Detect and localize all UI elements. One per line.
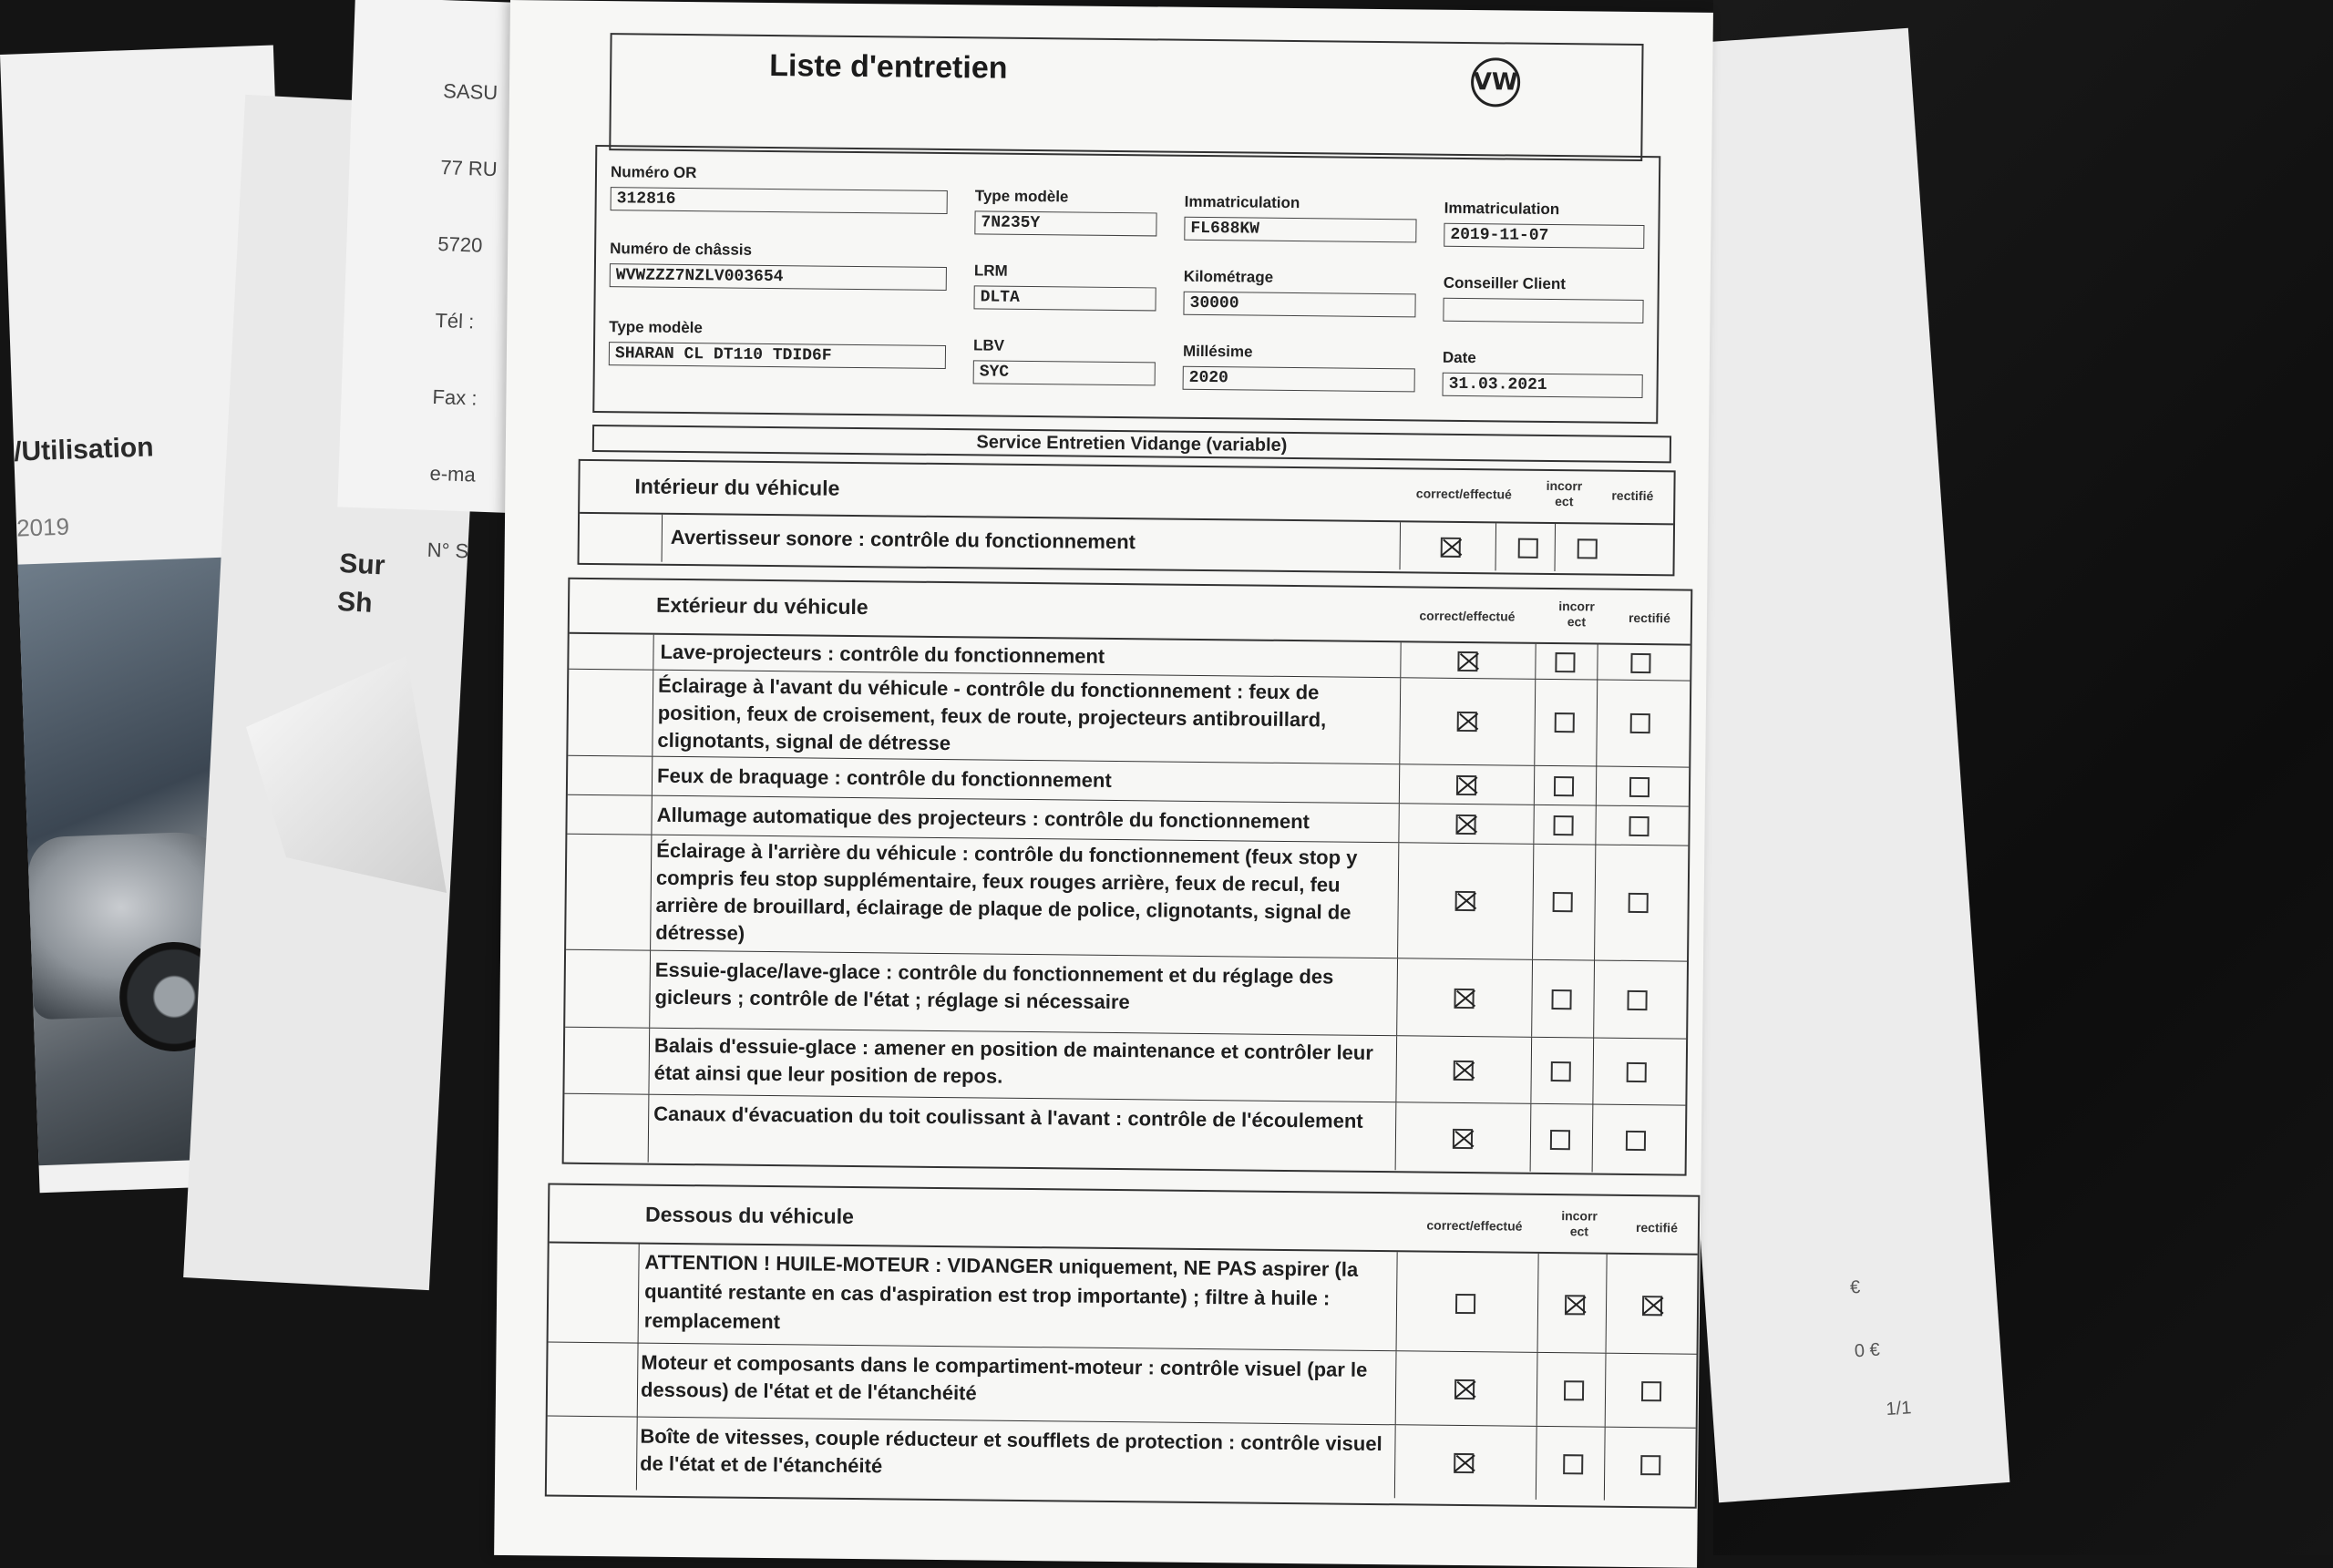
field-date [1443,349,1644,398]
checkbox-rectified[interactable] [1626,1131,1646,1151]
field-type-modele [974,187,1157,236]
field-conseiller-client [1443,274,1644,323]
checkbox-correct[interactable] [1455,891,1475,911]
service-title: Service Entretien Vidange (variable) [592,425,1671,463]
field-label: LBV [972,336,1005,354]
row-text: Éclairage à l'avant du véhicule - contrôle du fonctionnement : feux de position, feux de croisement, feux de route, projecteurs antibrouillard, clignotants, signal de détresse [657,673,1327,755]
divider [638,1245,640,1343]
divider [1536,1427,1537,1500]
invoice-line: 5720 [437,232,483,257]
field-lbv [973,336,1156,385]
field-value: FL688KW [1184,217,1416,243]
divider [1592,1105,1594,1173]
field-label: Conseiller Client [1443,273,1567,293]
divider [648,1029,650,1094]
receipt-amounts [1848,1255,1883,1384]
checkbox-correct[interactable] [1454,1379,1475,1399]
divider [637,1344,639,1417]
field-label: Numéro de châssis [610,240,753,259]
checkbox-incorrect[interactable] [1551,1061,1571,1081]
checkbox-incorrect[interactable] [1563,1454,1583,1474]
divider [662,515,663,562]
row-text: Avertisseur sonore : contrôle du fonctionnement [670,525,1136,554]
page-title: Liste d'entretien [769,47,1008,86]
checkbox-rectified[interactable] [1627,1062,1647,1082]
checkbox-incorrect[interactable] [1553,892,1573,912]
checkbox-incorrect[interactable] [1553,815,1573,835]
field-value: 2019-11-07 [1444,223,1644,249]
field-value: WVWZZZ7NZLV003654 [610,263,947,291]
field-immatriculation [1184,193,1417,243]
checkbox-correct[interactable] [1453,1129,1473,1149]
invoice-line: SASU [442,79,498,105]
row-text: Essuie-glace/lave-glace : contrôle du fonctionnement et du réglage des gicleurs ; contrôle de l'état ; réglage si nécessaire [654,958,1334,1014]
col-header-correct: correct/effectué [1426,1217,1523,1234]
invoice-line: 77 RU [439,156,498,181]
divider [1495,523,1497,570]
checklist-row [565,950,1687,1040]
row-text: Éclairage à l'arrière du véhicule : contrôle du fonctionnement (feux stop y compris feu stop supplémentaire, feux rouges arrière, feux de recul, feu arrière de brouillard, éclairage de plaque de police, clignotants, signal de détresse) [655,838,1358,945]
checklist-row [566,835,1688,962]
field-chassis [610,240,948,291]
invoice-header [425,27,502,616]
divider [648,1095,650,1163]
divider [1398,804,1399,842]
checkbox-rectified[interactable] [1630,653,1650,673]
divider [1395,1351,1397,1424]
checkbox-incorrect[interactable] [1555,712,1575,733]
divider [1397,843,1399,958]
col-header-correct: correct/effectué [1419,608,1516,624]
field-label: Immatriculation [1184,192,1300,212]
booklet2-line: Sur [338,548,386,581]
checkbox-rectified[interactable] [1629,893,1649,913]
divider [636,1418,638,1491]
divider [1394,1425,1396,1498]
checkbox-correct[interactable] [1454,1453,1474,1473]
checklist-row [564,1028,1686,1106]
section-dessous [545,1184,1701,1509]
row-text: Boîte de vitesses, couple réducteur et soufflets de protection : contrôle visuel de l'état et de l'étanchéité [640,1424,1382,1478]
divider [1606,1255,1608,1353]
checkbox-rectified[interactable] [1630,713,1650,733]
invoice-line: e-ma [429,461,477,487]
field-immatriculation-date [1444,200,1645,249]
checklist-row [564,1094,1686,1173]
section-interieur [578,459,1676,577]
divider [1597,645,1598,680]
col-header-correct: correct/effectué [1415,486,1512,502]
field-lrm [973,261,1156,311]
divider [1396,1252,1398,1350]
checkbox-correct[interactable] [1457,651,1477,671]
field-label: Date [1442,348,1476,367]
field-label: LRM [973,261,1008,280]
row-text: Canaux d'évacuation du toit coulissant à l'avant : contrôle de l'écoulement [653,1102,1363,1132]
divider [1533,805,1534,844]
page-number: 1/1 [1885,1398,1913,1420]
divider [1596,681,1598,766]
checkbox-correct[interactable] [1455,815,1475,835]
col-header-incorrect: incorr ect [1561,1208,1598,1239]
row-text: Balais d'essuie-glace : amener en position de maintenance et contrôler leur état ainsi que leur position de repos. [653,1033,1374,1088]
field-value: DLTA [973,285,1156,311]
booklet-year: 2019 [15,512,70,542]
invoice-line: N° S [427,538,469,563]
divider [1592,1039,1594,1104]
checkbox-correct[interactable] [1455,1294,1475,1314]
divider [650,835,652,950]
divider [1395,1036,1397,1102]
row-text: Feux de braquage : contrôle du fonctionnement [656,764,1112,792]
checkbox-rectified[interactable] [1629,777,1650,797]
divider [1399,678,1401,764]
divider [1604,1428,1606,1501]
checkbox-incorrect[interactable] [1518,538,1538,559]
checkbox-correct[interactable] [1454,989,1474,1009]
checkbox-incorrect[interactable] [1555,652,1575,672]
checkbox-correct[interactable] [1457,712,1477,732]
checklist-row [547,1417,1696,1501]
checkbox-rectified[interactable] [1578,538,1598,559]
field-label: Type modèle [609,318,704,337]
field-value: 2020 [1183,366,1415,393]
checkbox-correct[interactable] [1454,1061,1474,1081]
checkbox-correct[interactable] [1456,775,1476,795]
col-header-rectified: rectifié [1611,487,1654,504]
divider [1395,1102,1397,1170]
divider [652,757,653,795]
receipt-mark: € [1849,1276,1861,1298]
checkbox-incorrect[interactable] [1551,989,1571,1009]
checkbox-rectified[interactable] [1629,816,1649,836]
service-booklet-text [336,545,385,624]
divider [1530,1104,1532,1172]
checkbox-incorrect[interactable] [1554,776,1574,796]
divider [1531,960,1533,1037]
invoice-line: Fax : [432,384,478,410]
divider [651,796,652,835]
vw-logo-icon: VW [1471,57,1521,108]
row-text: ATTENTION ! HUILE-MOTEUR : VIDANGER uniquement, NE PAS aspirer (la quantité restante en cas d'aspiration est trop importante) ; filtre à huile : remplacement [643,1250,1359,1334]
divider [1530,1038,1532,1103]
maintenance-checklist [494,0,1713,1568]
divider [1399,764,1400,803]
field-label: Numéro OR [610,163,697,182]
field-value: SHARAN CL DT110 TDID6F [609,342,946,369]
invoice-line: Tél : [435,308,475,333]
row-text: Moteur et composants dans le compartiment-moteur : contrôle visuel (par le dessous) de l'état et de l'étanchéité [640,1350,1368,1405]
col-header-rectified: rectifié [1628,610,1671,626]
checkbox-rectified[interactable] [1642,1296,1662,1316]
field-value [1443,298,1643,323]
field-label: Immatriculation [1444,199,1560,219]
divider [1534,680,1536,765]
divider [1554,524,1556,571]
field-type-modele-full [609,318,947,369]
checkbox-incorrect[interactable] [1564,1380,1584,1400]
checkbox-incorrect[interactable] [1550,1130,1570,1150]
field-value: 30000 [1183,292,1415,318]
receipt-mark: 0 € [1854,1339,1881,1362]
divider [1535,644,1536,679]
divider [1593,961,1595,1038]
divider [1534,766,1535,804]
field-millesime [1183,343,1416,393]
divider [1594,845,1596,960]
divider [1537,1254,1539,1352]
booklet-title: /Utilisation [13,432,155,467]
divider [1400,522,1402,569]
checkbox-rectified[interactable] [1641,1381,1661,1401]
divider [1532,845,1534,959]
section-title: Extérieur du véhicule [655,592,868,620]
row-text: Lave-projecteurs : contrôle du fonctionnement [660,640,1105,668]
checklist-row [548,1343,1697,1429]
checkbox-rectified[interactable] [1627,990,1647,1010]
field-value: 31.03.2021 [1443,373,1643,398]
field-label: Millésime [1182,342,1253,361]
col-header-rectified: rectifié [1635,1220,1678,1235]
divider [652,671,653,756]
checkbox-correct[interactable] [1441,538,1461,558]
field-label: Type modèle [974,187,1069,206]
field-numero-or [611,163,949,214]
field-value: 312816 [611,187,948,214]
divider [649,951,651,1028]
divider [1400,642,1401,677]
col-header-incorrect: incorr ect [1558,599,1596,630]
col-header-incorrect: incorr ect [1546,477,1583,509]
divider [1396,958,1398,1035]
checklist-row [568,670,1690,768]
divider [1596,767,1597,805]
field-value: SYC [973,360,1156,385]
field-label: Kilométrage [1183,267,1274,286]
checkbox-rectified[interactable] [1640,1455,1660,1475]
checklist-row [549,1244,1698,1355]
vehicle-info-box [592,145,1660,424]
section-exterieur [562,578,1693,1176]
row-text: Allumage automatique des projecteurs : contrôle du fonctionnement [656,803,1310,834]
field-kilometrage [1183,268,1416,318]
checkbox-incorrect[interactable] [1565,1295,1585,1315]
divider [1536,1353,1538,1426]
field-value: 7N235Y [974,210,1156,236]
section-title: Dessous du véhicule [644,1202,854,1229]
divider [1595,806,1596,845]
divider [1605,1354,1607,1427]
section-title: Intérieur du véhicule [634,474,840,500]
booklet2-line: Sh [336,586,374,619]
